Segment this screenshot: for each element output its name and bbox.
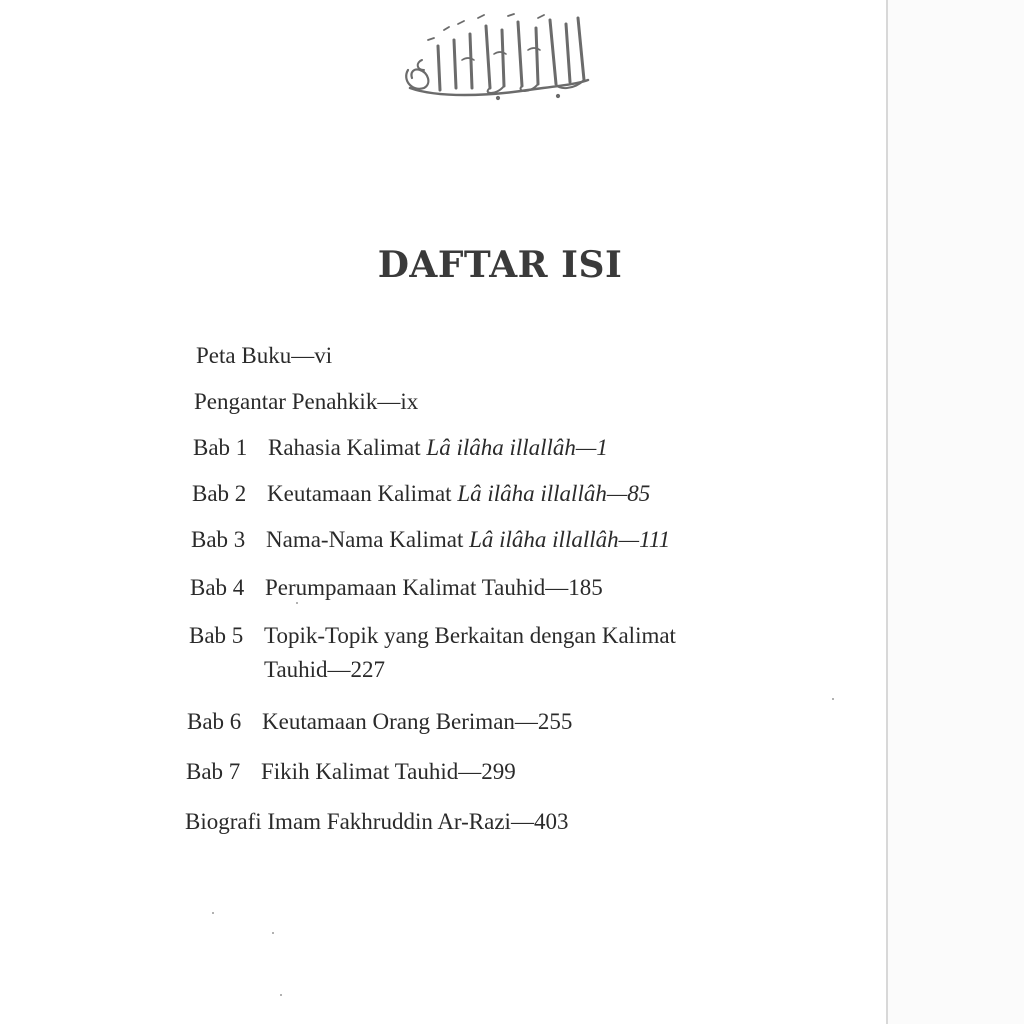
toc-entry-pengantar <box>194 385 418 419</box>
scan-speck <box>280 994 282 996</box>
toc-entry-text: Biografi Imam Fakhruddin Ar-Razi—403 <box>185 809 569 834</box>
scan-speck <box>832 698 834 700</box>
toc-entry-bab-2 <box>192 477 650 511</box>
scan-speck <box>296 602 298 604</box>
toc-entry-text: Pengantar Penahkik—ix <box>194 389 419 414</box>
toc-entry-bab-5 <box>189 619 676 687</box>
toc-chapter-label: Bab 3 <box>191 527 246 552</box>
toc-entry-text: Topik-Topik yang Berkaitan dengan Kalimat <box>264 623 676 648</box>
toc-chapter-label: Bab 4 <box>190 575 245 600</box>
toc-entry-text: Rahasia Kalimat <box>268 435 427 460</box>
toc-entry-text: Perumpamaan Kalimat Tauhid—185 <box>265 575 603 600</box>
toc-chapter-label: Bab 1 <box>193 435 248 460</box>
toc-chapter-label: Bab 6 <box>187 709 242 734</box>
toc-entry-italic: Lâ ilâha illallâh—85 <box>457 481 651 506</box>
toc-entry-bab-6 <box>187 705 572 739</box>
toc-chapter-label: Bab 5 <box>189 623 244 648</box>
toc-entry-biografi <box>185 805 568 839</box>
toc-chapter-label: Bab 7 <box>186 759 241 784</box>
scan-speck <box>212 912 214 914</box>
toc-entry-text: Fikih Kalimat Tauhid—299 <box>261 759 516 784</box>
toc-entry-peta-buku <box>196 339 332 373</box>
toc-entry-bab-1 <box>193 431 608 465</box>
toc-entry-text: Keutamaan Kalimat <box>267 481 458 506</box>
toc-entry-bab-3 <box>191 523 670 557</box>
toc-entry-bab-4 <box>190 571 603 605</box>
toc-entry-text: Peta Buku—vi <box>196 343 333 368</box>
page-title: DAFTAR ISI <box>377 244 623 286</box>
toc-entry-text: Keutamaan Orang Beriman—255 <box>262 709 573 734</box>
toc-entry-italic: Lâ ilâha illallâh—111 <box>469 527 671 552</box>
toc-entry-italic: Lâ ilâha illallâh—1 <box>426 435 608 460</box>
toc-entry-text: Nama-Nama Kalimat <box>266 527 470 552</box>
toc-chapter-label: Bab 2 <box>192 481 247 506</box>
toc-entry-bab-7 <box>186 755 516 789</box>
scan-speck <box>272 932 274 934</box>
toc-entry-continuation: Tauhid—227 <box>264 657 386 682</box>
